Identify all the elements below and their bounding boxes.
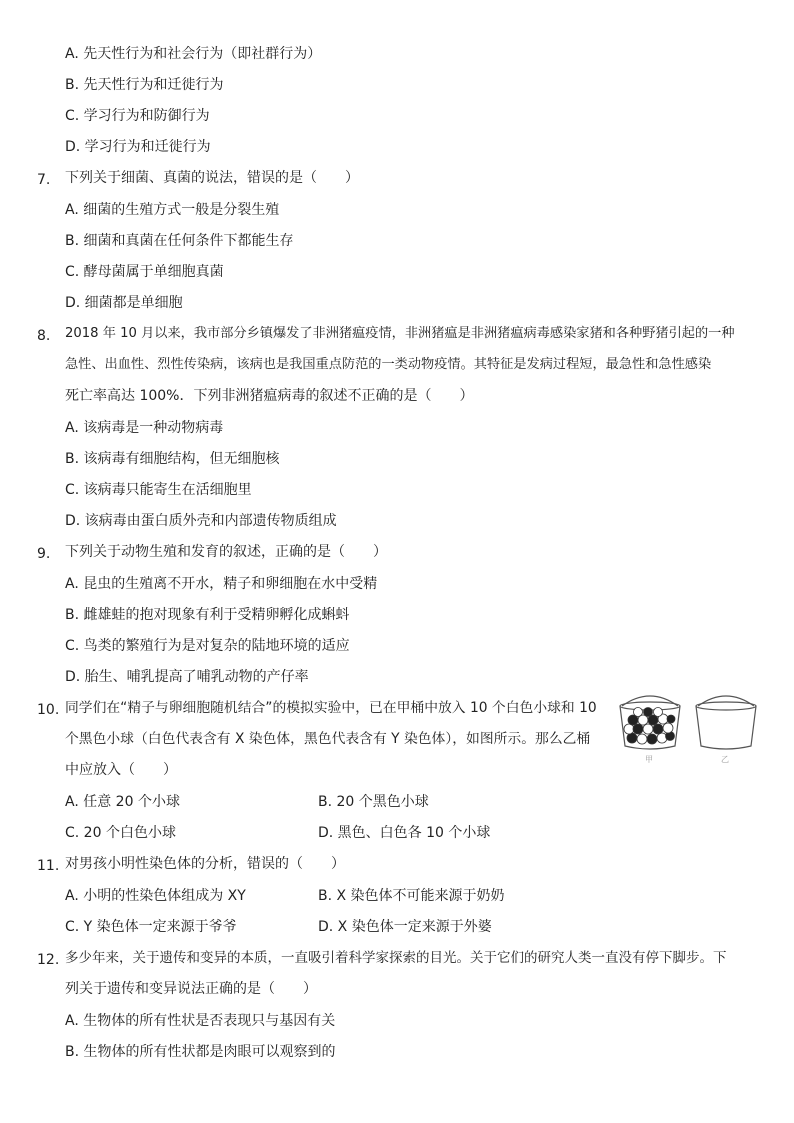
q10-stem-line-3: 中应放入（ ）: [65, 762, 177, 778]
q10-stem-line-1: 同学们在“精子与卵细胞随机结合”的模拟实验中，已在甲桶中放入 10 个白色小球和 10: [65, 700, 597, 716]
bucket-yi-label: 乙: [721, 755, 729, 764]
bucket-jia-label: 甲: [645, 755, 653, 764]
q8-option-d: D. 该病毒由蛋白质外壳和内部遗传物质组成: [65, 513, 337, 529]
q6-option-a: A. 先天性行为和社会行为（即社群行为）: [65, 46, 322, 62]
q8-option-c: C. 该病毒只能寄生在活细胞里: [65, 482, 252, 498]
q7-option-a: A. 细菌的生殖方式一般是分裂生殖: [65, 202, 280, 218]
q6-option-b: B. 先天性行为和迁徙行为: [65, 77, 224, 93]
q8-stem-line-3: 死亡率高达 100%．下列非洲猪瘟病毒的叙述不正确的是（ ）: [65, 388, 474, 404]
q8-option-b: B. 该病毒有细胞结构，但无细胞核: [65, 451, 280, 467]
q9-number: 9.: [37, 546, 51, 562]
q6-option-d: D. 学习行为和迁徙行为: [65, 139, 211, 155]
q9-option-a: A. 昆虫的生殖离不开水，精子和卵细胞在水中受精: [65, 576, 378, 592]
q7-option-c: C. 酵母菌属于单细胞真菌: [65, 264, 224, 280]
q7-number: 7.: [37, 172, 51, 188]
bucket-jia-figure: [614, 692, 686, 754]
q9-option-d: D. 胎生、哺乳提高了哺乳动物的产仔率: [65, 669, 309, 685]
q10-option-b: B. 20 个黑色小球: [318, 794, 429, 810]
q7-stem: 下列关于细菌、真菌的说法，错误的是（ ）: [65, 170, 359, 186]
q9-option-b: B. 雌雄蛙的抱对现象有利于受精卵孵化成蝌蚪: [65, 607, 350, 623]
q12-option-a: A. 生物体的所有性状是否表现只与基因有关: [65, 1013, 336, 1029]
q12-stem-line-2: 列关于遗传和变异说法正确的是（ ）: [65, 981, 317, 997]
q10-stem-line-2: 个黑色小球（白色代表含有 X 染色体，黑色代表含有 Y 染色体），如图所示。那么乙桶: [65, 731, 591, 747]
q9-option-c: C. 鸟类的繁殖行为是对复杂的陆地环境的适应: [65, 638, 350, 654]
q10-number: 10.: [37, 702, 60, 718]
q9-stem: 下列关于动物生殖和发育的叙述，正确的是（ ）: [65, 544, 387, 560]
q10-option-a: A. 任意 20 个小球: [65, 794, 180, 810]
q8-stem-line-1: 2018 年 10 月以来，我市部分乡镇爆发了非洲猪瘟疫情，非洲猪瘟是非洲猪瘟病毒感染家猪和各种野猪引起的一种: [65, 326, 735, 341]
q8-number: 8.: [37, 328, 51, 344]
q11-option-d: D. X 染色体一定来源于外婆: [318, 919, 492, 935]
q11-number: 11.: [37, 858, 60, 874]
q7-option-b: B. 细菌和真菌在任何条件下都能生存: [65, 233, 294, 249]
q8-option-a: A. 该病毒是一种动物病毒: [65, 420, 224, 436]
q11-option-b: B. X 染色体不可能来源于奶奶: [318, 888, 505, 904]
q11-option-c: C. Y 染色体一定来源于爷爷: [65, 919, 237, 935]
q8-stem-line-2: 急性、出血性、烈性传染病，该病也是我国重点防范的一类动物疫情。其特征是发病过程短，最急性和急性感染: [65, 357, 712, 372]
q6-option-c: C. 学习行为和防御行为: [65, 108, 210, 124]
q10-option-d: D. 黑色、白色各 10 个小球: [318, 825, 491, 841]
q11-option-a: A. 小明的性染色体组成为 XY: [65, 888, 246, 904]
q11-stem: 对男孩小明性染色体的分析，错误的（ ）: [65, 856, 345, 872]
q12-stem-line-1: 多少年来，关于遗传和变异的本质，一直吸引着科学家探索的目光。关于它们的研究人类一直没有停下脚步。下: [65, 950, 727, 966]
q7-option-d: D. 细菌都是单细胞: [65, 295, 183, 311]
q12-option-b: B. 生物体的所有性状都是肉眼可以观察到的: [65, 1044, 336, 1060]
q10-option-c: C. 20 个白色小球: [65, 825, 176, 841]
bucket-yi-figure: [690, 692, 762, 754]
q12-number: 12.: [37, 952, 60, 968]
